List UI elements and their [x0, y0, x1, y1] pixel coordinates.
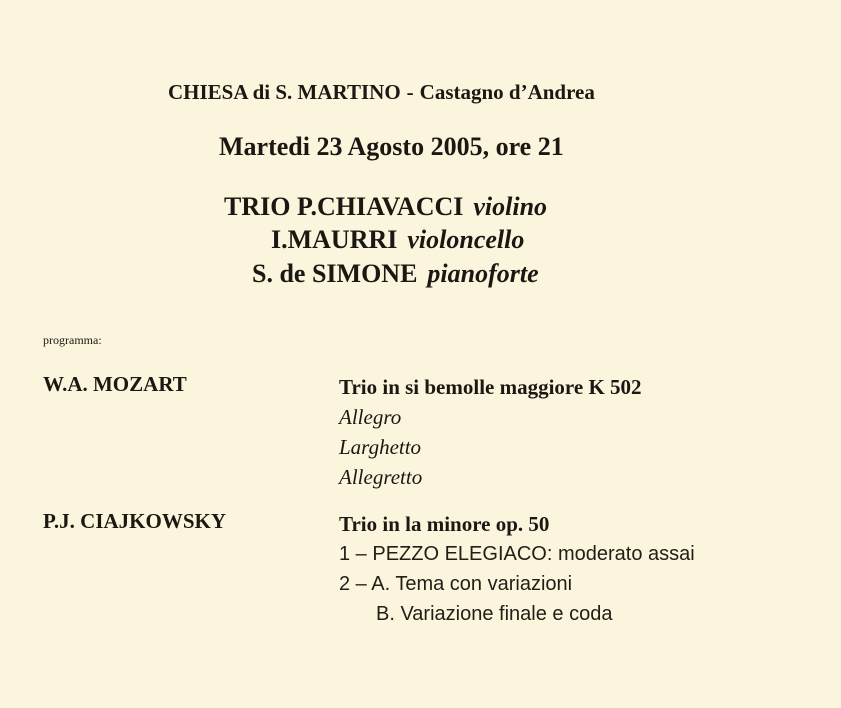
program-label: programma:: [43, 333, 102, 347]
performer-instrument: pianoforte: [427, 259, 539, 288]
work-title: Trio in si bemolle maggiore K 502: [339, 375, 642, 399]
movement-item: Allegro: [339, 405, 402, 429]
composer-mozart: W.A. MOZART: [43, 372, 187, 396]
work-title: Trio in la minore op. 50: [339, 512, 550, 536]
performer-instrument: violoncello: [407, 225, 525, 254]
movement-item: Larghetto: [339, 435, 422, 459]
work-ciajkowsky: [339, 509, 695, 629]
concert-date: Martedi 23 Agosto 2005, ore 21: [219, 132, 564, 161]
venue-church: CHIESA di S. MARTINO: [168, 80, 401, 104]
movement-item: 2 – A. Tema con variazioni: [339, 573, 573, 595]
venue-separator: -: [406, 80, 414, 104]
performer-piano: [252, 259, 539, 289]
movement-item: 1 – PEZZO ELEGIACO: moderato assai: [339, 543, 695, 565]
composer-ciajkowsky: P.J. CIAJKOWSKY: [43, 509, 227, 533]
performer-violin: [224, 192, 547, 222]
performer-instrument: violino: [473, 192, 548, 221]
performer-name: TRIO P.CHIAVACCI: [224, 192, 464, 221]
performer-name: I.MAURRI: [271, 225, 398, 254]
movement-item: Allegretto: [339, 465, 423, 489]
performer-name: S. de SIMONE: [252, 259, 418, 288]
movement-item: B. Variazione finale e coda: [376, 603, 613, 625]
work-mozart: [339, 372, 642, 492]
venue-town: Castagno d’Andrea: [419, 80, 595, 104]
performer-cello: [271, 225, 524, 255]
venue-line: [168, 80, 595, 105]
